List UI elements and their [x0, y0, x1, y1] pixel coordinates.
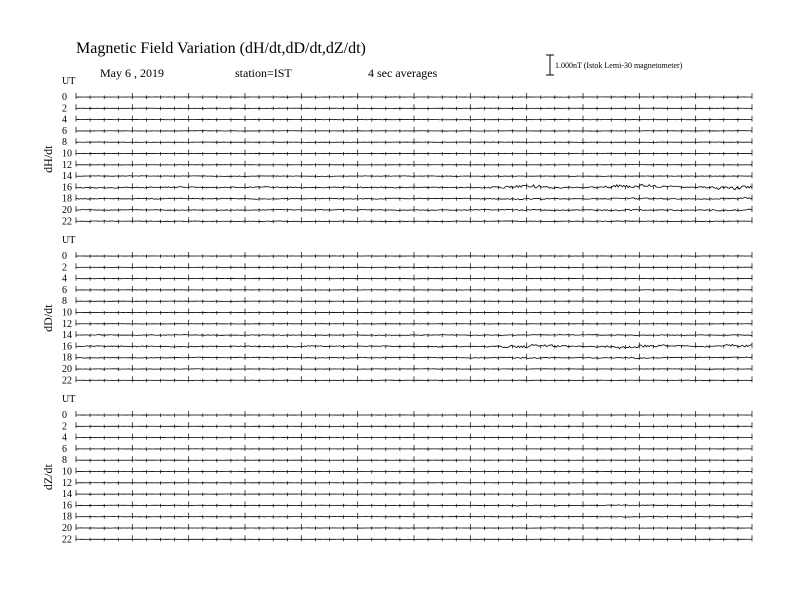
row-ticks-dz-18: [76, 513, 752, 519]
row-ticks-dd-8: [76, 297, 752, 303]
row-ticks-dh-8: [76, 138, 752, 144]
panel-label-dd: dD/dt: [41, 304, 55, 332]
row-label-dz-8: 8: [62, 455, 67, 467]
row-ticks-dh-20: [76, 206, 752, 212]
trace-dh-14: [76, 176, 752, 177]
row-label-dz-10: 10: [62, 466, 72, 478]
row-label-dd-16: 16: [62, 341, 72, 353]
ut-label-dz: UT: [62, 394, 76, 405]
row-ticks-dz-4: [76, 434, 752, 440]
scale-bar-label: 1.000nT (Istok Lemi-30 magnetometer): [555, 61, 683, 70]
row-label-dh-8: 8: [62, 137, 67, 149]
row-ticks-dd-20: [76, 365, 752, 371]
row-label-dh-18: 18: [62, 193, 72, 205]
row-ticks-dz-0: [76, 411, 752, 417]
row-label-dh-20: 20: [62, 205, 72, 216]
panels-group: [41, 76, 752, 545]
row-label-dh-22: 22: [62, 216, 72, 228]
row-ticks-dh-18: [76, 195, 752, 201]
row-label-dd-4: 4: [62, 273, 67, 285]
panel-dz: [41, 394, 752, 545]
row-ticks-dh-6: [76, 127, 752, 133]
panel-label-dz: dZ/dt: [41, 464, 55, 491]
row-ticks-dh-4: [76, 116, 752, 122]
row-label-dh-16: 16: [62, 182, 72, 194]
trace-dd-20: [76, 369, 752, 370]
row-label-dh-6: 6: [62, 125, 67, 137]
trace-dz-18: [76, 516, 752, 517]
row-label-dd-10: 10: [62, 307, 72, 319]
row-label-dd-12: 12: [62, 318, 72, 330]
ut-label-dd: UT: [62, 235, 76, 246]
row-ticks-dh-2: [76, 104, 752, 110]
row-label-dz-14: 14: [62, 489, 72, 501]
row-label-dz-20: 20: [62, 523, 72, 534]
row-label-dz-4: 4: [62, 432, 67, 444]
row-ticks-dz-6: [76, 445, 752, 451]
row-ticks-dz-20: [76, 524, 752, 530]
row-label-dz-18: 18: [62, 511, 72, 523]
row-ticks-dz-2: [76, 422, 752, 428]
ut-label-dh: UT: [62, 76, 76, 87]
row-label-dh-2: 2: [62, 103, 67, 115]
station-label: station=IST: [235, 66, 292, 80]
row-label-dd-20: 20: [62, 364, 72, 375]
row-ticks-dd-0: [76, 252, 752, 258]
panel-dd: [41, 235, 752, 386]
row-label-dd-22: 22: [62, 375, 72, 387]
row-ticks-dh-22: [76, 217, 752, 223]
row-label-dh-4: 4: [62, 114, 67, 126]
row-label-dd-8: 8: [62, 296, 67, 308]
date-label: May 6 , 2019: [100, 66, 164, 80]
row-label-dz-0: 0: [62, 410, 67, 421]
row-ticks-dz-22: [76, 535, 752, 541]
row-ticks-dd-10: [76, 309, 752, 315]
panel-dh: [41, 76, 752, 227]
row-label-dd-0: 0: [62, 251, 67, 262]
row-ticks-dz-16: [76, 501, 752, 507]
row-label-dz-22: 22: [62, 534, 72, 546]
row-ticks-dd-2: [76, 263, 752, 269]
row-ticks-dd-6: [76, 286, 752, 292]
trace-dh-22: [76, 221, 752, 222]
row-ticks-dz-10: [76, 468, 752, 474]
row-ticks-dh-14: [76, 172, 752, 178]
panel-label-dh: dH/dt: [41, 145, 55, 173]
row-label-dh-12: 12: [62, 159, 72, 171]
row-label-dz-2: 2: [62, 421, 67, 433]
row-label-dz-12: 12: [62, 477, 72, 489]
row-label-dd-2: 2: [62, 262, 67, 274]
row-label-dd-6: 6: [62, 284, 67, 296]
row-ticks-dd-22: [76, 376, 752, 382]
row-ticks-dz-12: [76, 479, 752, 485]
row-ticks-dh-10: [76, 150, 752, 156]
row-label-dd-18: 18: [62, 352, 72, 364]
row-label-dh-0: 0: [62, 92, 67, 103]
row-ticks-dz-14: [76, 490, 752, 496]
row-label-dh-10: 10: [62, 148, 72, 160]
row-ticks-dh-12: [76, 161, 752, 167]
row-ticks-dd-4: [76, 275, 752, 281]
row-label-dd-14: 14: [62, 330, 72, 342]
row-ticks-dd-12: [76, 320, 752, 326]
row-ticks-dd-14: [76, 331, 752, 337]
scale-bar: [546, 55, 683, 75]
row-ticks-dz-8: [76, 456, 752, 462]
row-ticks-dd-18: [76, 354, 752, 360]
chart-title: Magnetic Field Variation (dH/dt,dD/dt,dZ/dt): [76, 40, 366, 57]
row-label-dh-14: 14: [62, 171, 72, 183]
row-label-dz-6: 6: [62, 443, 67, 455]
averaging-label: 4 sec averages: [368, 66, 438, 80]
row-ticks-dh-0: [76, 93, 752, 99]
row-label-dz-16: 16: [62, 500, 72, 512]
